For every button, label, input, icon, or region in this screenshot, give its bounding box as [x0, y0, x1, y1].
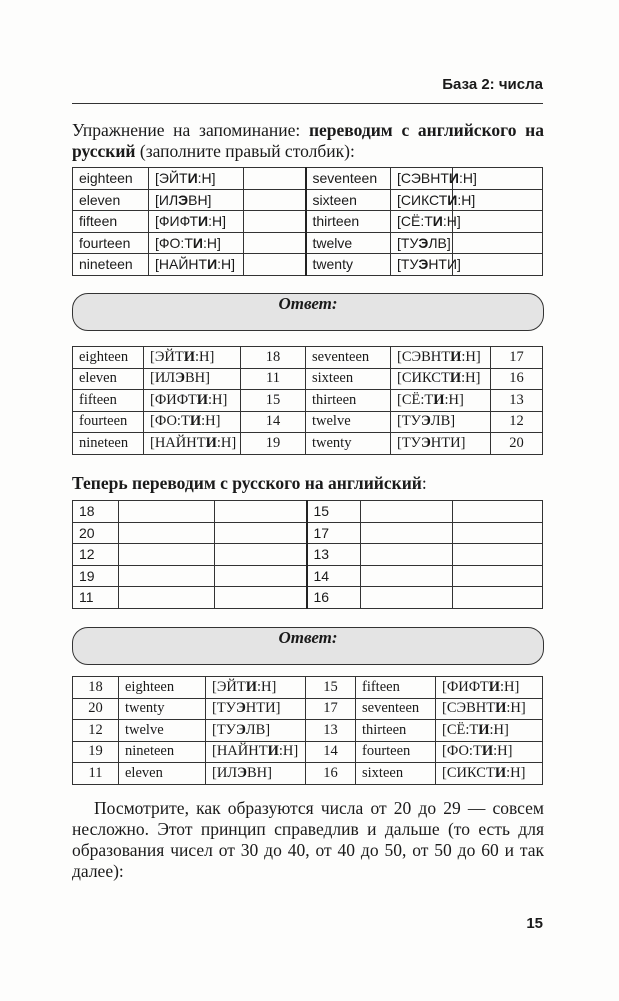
stressed-vowel: Э [418, 234, 429, 251]
transcription-part: [ИЛ [150, 370, 176, 387]
table-row [73, 347, 543, 369]
transcription-cell [391, 168, 477, 190]
transcription-cell [206, 763, 306, 785]
transcription-part: [СЁ:Т [442, 721, 479, 738]
number-cell: 19 [73, 565, 119, 587]
answer-banner-1: Ответ: [72, 293, 544, 331]
transcription-part: :Н] [500, 678, 520, 695]
answer-banner-2: Ответ: [72, 627, 544, 665]
transcription-part: ВН] [184, 370, 210, 387]
blank-transcription-cell [215, 565, 307, 587]
exercise-table-1 [72, 167, 543, 276]
blank-word-cell [361, 544, 453, 566]
blank-transcription-cell [453, 587, 543, 609]
transcription-cell [436, 741, 543, 763]
english-word-cell: twenty [119, 698, 206, 720]
transcription-cell [144, 433, 241, 455]
stressed-vowel: Э [178, 191, 189, 208]
english-word-cell: sixteen [356, 763, 436, 785]
transcription-part: :Н] [458, 170, 477, 187]
blank-answer-cell [244, 254, 306, 276]
english-word-cell: eleven [119, 763, 206, 785]
number-cell: 19 [241, 433, 306, 455]
transcription-cell [144, 368, 241, 390]
english-word-cell: fifteen [73, 390, 144, 412]
transcription-part: :Н] [208, 391, 228, 408]
number-cell: 12 [491, 411, 543, 433]
number-cell: 16 [306, 763, 356, 785]
table-row [73, 763, 543, 785]
transcription-part: [ФО:Т [150, 413, 190, 430]
transcription-part: :Н] [201, 413, 221, 430]
transcription-part: [СЭВНТ [442, 700, 496, 717]
stressed-vowel: И [447, 191, 458, 208]
stressed-vowel: И [495, 700, 507, 717]
number-cell: 18 [73, 501, 119, 523]
transcription-part: [ФИФТ [150, 391, 197, 408]
transcription-cell [149, 211, 244, 233]
number-cell: 17 [491, 347, 543, 369]
transcription-part: ЛВ] [428, 234, 451, 251]
exercise-intro [72, 120, 544, 162]
second-task-end: : [421, 473, 427, 493]
english-word-cell: fourteen [73, 411, 144, 433]
english-word-cell: fourteen [73, 232, 149, 254]
table-row [73, 411, 543, 433]
second-task [72, 473, 544, 494]
stressed-vowel: И [432, 213, 443, 230]
transcription-part: :Н] [197, 170, 216, 187]
blank-word-cell [119, 587, 215, 609]
stressed-vowel: И [245, 678, 258, 695]
number-cell: 11 [73, 763, 119, 785]
transcription-cell [206, 720, 306, 742]
transcription-part: [ИЛ [212, 764, 238, 781]
running-header: База 2: числа [442, 76, 543, 93]
transcription-part: [ЭЙТ [212, 678, 246, 695]
transcription-part: [НАЙНТ [150, 434, 206, 451]
transcription-part: :Н] [278, 743, 299, 760]
transcription-cell [391, 232, 453, 254]
transcription-part: [СЁ:Т [397, 391, 434, 408]
transcription-part: :Н] [506, 700, 526, 717]
transcription-part: [СИКСТ [397, 370, 450, 387]
table-row [73, 254, 543, 276]
intro-text-end: (заполните правый столбик): [135, 141, 355, 161]
blank-answer-cell [453, 232, 543, 254]
table-row [73, 587, 543, 609]
transcription-part: ВН] [188, 191, 212, 208]
transcription-cell [149, 254, 244, 276]
english-word-cell: twelve [119, 720, 206, 742]
blank-transcription-cell [453, 544, 543, 566]
number-cell: 14 [241, 411, 306, 433]
blank-transcription-cell [453, 565, 543, 587]
blank-transcription-cell [215, 544, 307, 566]
transcription-cell [436, 677, 543, 699]
blank-answer-cell [244, 232, 306, 254]
intro-bold: переводим с английского на русский [72, 120, 544, 161]
english-word-cell: seventeen [356, 698, 436, 720]
intro-text: Упражнение на запоминание: [72, 120, 309, 140]
transcription-part: :Н] [457, 191, 476, 208]
number-cell: 11 [241, 368, 306, 390]
transcription-part: НТИ] [245, 700, 281, 717]
transcription-cell [391, 254, 461, 276]
number-cell: 13 [307, 544, 361, 566]
table-row [73, 211, 543, 233]
transcription-part: :Н] [489, 721, 509, 738]
table-row [73, 501, 543, 523]
stressed-vowel: И [196, 391, 208, 408]
transcription-cell [149, 189, 244, 211]
english-word-cell: sixteen [306, 368, 391, 390]
number-cell: 17 [306, 698, 356, 720]
english-word-cell: fifteen [73, 211, 149, 233]
table-row [73, 368, 543, 390]
number-cell: 13 [306, 720, 356, 742]
english-word-cell: thirteen [306, 390, 391, 412]
transcription-cell [391, 189, 476, 211]
number-cell: 20 [73, 522, 119, 544]
english-word-cell: eighteen [119, 677, 206, 699]
blank-word-cell [119, 544, 215, 566]
number-cell: 12 [73, 544, 119, 566]
second-task-bold: Теперь переводим с русского на английский [72, 473, 422, 493]
stressed-vowel: Э [235, 700, 246, 717]
table-row [73, 433, 543, 455]
stressed-vowel: Э [235, 721, 246, 738]
page-number: 15 [526, 915, 543, 932]
transcription-part: [СЭВНТ [397, 170, 449, 187]
transcription-cell [206, 698, 306, 720]
blank-word-cell [361, 522, 453, 544]
answer-table-2 [72, 676, 543, 785]
stressed-vowel: И [198, 213, 209, 230]
stressed-vowel: И [192, 234, 203, 251]
transcription-part: [ТУ [212, 700, 236, 717]
transcription-part: НТИ] [428, 256, 461, 273]
blank-answer-cell [244, 189, 306, 211]
closing-paragraph: Посмотрите, как образуются числа от 20 до 29 — совсем несложно. Этот принцип справедлив и дальше (то есть для образования чисел от 30 до 40, от 40 до 50, от 50 до 60 и так далее): [72, 798, 544, 881]
number-cell: 20 [491, 433, 543, 455]
transcription-cell [206, 741, 306, 763]
blank-transcription-cell [215, 522, 307, 544]
blank-answer-cell [244, 168, 306, 190]
english-word-cell: seventeen [306, 168, 391, 190]
stressed-vowel: И [448, 170, 459, 187]
transcription-part: [ИЛ [155, 191, 179, 208]
blank-word-cell [119, 501, 215, 523]
transcription-cell [391, 411, 491, 433]
transcription-part: ЛВ] [430, 413, 456, 430]
stressed-vowel: И [183, 348, 196, 365]
transcription-cell [144, 390, 241, 412]
table-row [73, 522, 543, 544]
english-word-cell: twenty [306, 433, 391, 455]
transcription-part: :Н] [444, 391, 464, 408]
blank-word-cell [119, 565, 215, 587]
english-word-cell: seventeen [306, 347, 391, 369]
transcription-part: [НАЙНТ [212, 743, 268, 760]
transcription-part: [ЭЙТ [155, 170, 188, 187]
transcription-cell [144, 347, 241, 369]
english-word-cell: sixteen [306, 189, 391, 211]
transcription-part: [ФИФТ [442, 678, 489, 695]
number-cell: 18 [241, 347, 306, 369]
stressed-vowel: И [433, 391, 445, 408]
transcription-part: :Н] [442, 213, 461, 230]
english-word-cell: nineteen [73, 433, 144, 455]
transcription-part: [ФО:Т [155, 234, 193, 251]
table-row [73, 189, 543, 211]
table-row [73, 720, 543, 742]
stressed-vowel: И [267, 743, 279, 760]
english-word-cell: eleven [73, 189, 149, 211]
transcription-cell [391, 390, 491, 412]
transcription-part: :Н] [493, 743, 513, 760]
transcription-cell [436, 763, 543, 785]
transcription-cell [206, 677, 306, 699]
blank-word-cell [361, 587, 453, 609]
table-row [73, 565, 543, 587]
blank-transcription-cell [215, 587, 307, 609]
answer-table-1 [72, 346, 543, 455]
stressed-vowel: Э [175, 370, 185, 387]
transcription-cell [144, 411, 241, 433]
transcription-part: [ТУ [397, 256, 419, 273]
stressed-vowel: И [488, 678, 500, 695]
number-cell: 15 [307, 501, 361, 523]
blank-answer-cell [244, 211, 306, 233]
stressed-vowel: И [189, 413, 202, 430]
stressed-vowel: Э [420, 434, 431, 451]
stressed-vowel: И [494, 764, 507, 781]
transcription-cell [149, 232, 244, 254]
number-cell: 18 [73, 677, 119, 699]
table-row [73, 741, 543, 763]
transcription-part: [ТУ [397, 234, 419, 251]
blank-transcription-cell [453, 501, 543, 523]
english-word-cell: thirteen [306, 211, 391, 233]
transcription-part: НТИ] [430, 434, 466, 451]
transcription-cell [436, 698, 543, 720]
transcription-part: :Н] [257, 678, 277, 695]
blank-word-cell [119, 522, 215, 544]
transcription-part: :Н] [202, 234, 221, 251]
transcription-part: [ТУ [397, 434, 421, 451]
number-cell: 16 [307, 587, 361, 609]
stressed-vowel: И [207, 256, 218, 273]
blank-answer-cell [453, 254, 543, 276]
transcription-part: [ЭЙТ [150, 348, 184, 365]
transcription-part: [ФИФТ [155, 213, 199, 230]
stressed-vowel: И [478, 721, 490, 738]
english-word-cell: eighteen [73, 347, 144, 369]
transcription-cell [391, 347, 491, 369]
blank-word-cell [361, 565, 453, 587]
english-word-cell: nineteen [119, 741, 206, 763]
stressed-vowel: И [449, 370, 462, 387]
table-row [73, 677, 543, 699]
stressed-vowel: Э [420, 413, 431, 430]
transcription-part: [СИКСТ [397, 191, 448, 208]
english-word-cell: thirteen [356, 720, 436, 742]
table-row [73, 168, 543, 190]
english-word-cell: twelve [306, 411, 391, 433]
transcription-part: ВН] [246, 764, 272, 781]
header-rule [72, 103, 543, 104]
transcription-cell [391, 433, 491, 455]
transcription-part: ЛВ] [245, 721, 271, 738]
table-row [73, 232, 543, 254]
transcription-part: [СИКСТ [442, 764, 495, 781]
number-cell: 13 [491, 390, 543, 412]
number-cell: 14 [307, 565, 361, 587]
transcription-part: [НАЙНТ [155, 256, 208, 273]
stressed-vowel: И [450, 348, 462, 365]
transcription-part: :Н] [506, 764, 526, 781]
number-cell: 12 [73, 720, 119, 742]
number-cell: 17 [307, 522, 361, 544]
english-word-cell: fourteen [356, 741, 436, 763]
blank-word-cell [361, 501, 453, 523]
english-word-cell: twenty [306, 254, 391, 276]
number-cell: 15 [306, 677, 356, 699]
english-word-cell: nineteen [73, 254, 149, 276]
transcription-part: [СЭВНТ [397, 348, 451, 365]
transcription-part: :Н] [461, 348, 481, 365]
stressed-vowel: И [481, 743, 494, 760]
table-row [73, 544, 543, 566]
number-cell: 19 [73, 741, 119, 763]
number-cell: 11 [73, 587, 119, 609]
stressed-vowel: И [205, 434, 217, 451]
exercise-table-2 [72, 500, 543, 609]
transcription-cell [391, 368, 491, 390]
transcription-part: :Н] [461, 370, 481, 387]
stressed-vowel: Э [237, 764, 247, 781]
english-word-cell: twelve [306, 232, 391, 254]
number-cell: 15 [241, 390, 306, 412]
number-cell: 16 [491, 368, 543, 390]
stressed-vowel: Э [418, 256, 429, 273]
transcription-part: :Н] [217, 256, 236, 273]
transcription-part: [ФО:Т [442, 743, 482, 760]
table-row [73, 698, 543, 720]
english-word-cell: eighteen [73, 168, 149, 190]
stressed-vowel: И [187, 170, 198, 187]
transcription-part: :Н] [208, 213, 226, 230]
blank-transcription-cell [215, 501, 307, 523]
blank-transcription-cell [453, 522, 543, 544]
english-word-cell: fifteen [356, 677, 436, 699]
transcription-cell [436, 720, 543, 742]
transcription-part: :Н] [216, 434, 237, 451]
number-cell: 14 [306, 741, 356, 763]
number-cell: 20 [73, 698, 119, 720]
english-word-cell: eleven [73, 368, 144, 390]
transcription-part: :Н] [195, 348, 215, 365]
blank-answer-cell [453, 211, 543, 233]
transcription-part: [ТУ [212, 721, 236, 738]
transcription-cell [149, 168, 244, 190]
table-row [73, 390, 543, 412]
transcription-part: [СЁ:Т [397, 213, 433, 230]
transcription-part: [ТУ [397, 413, 421, 430]
transcription-cell [391, 211, 461, 233]
